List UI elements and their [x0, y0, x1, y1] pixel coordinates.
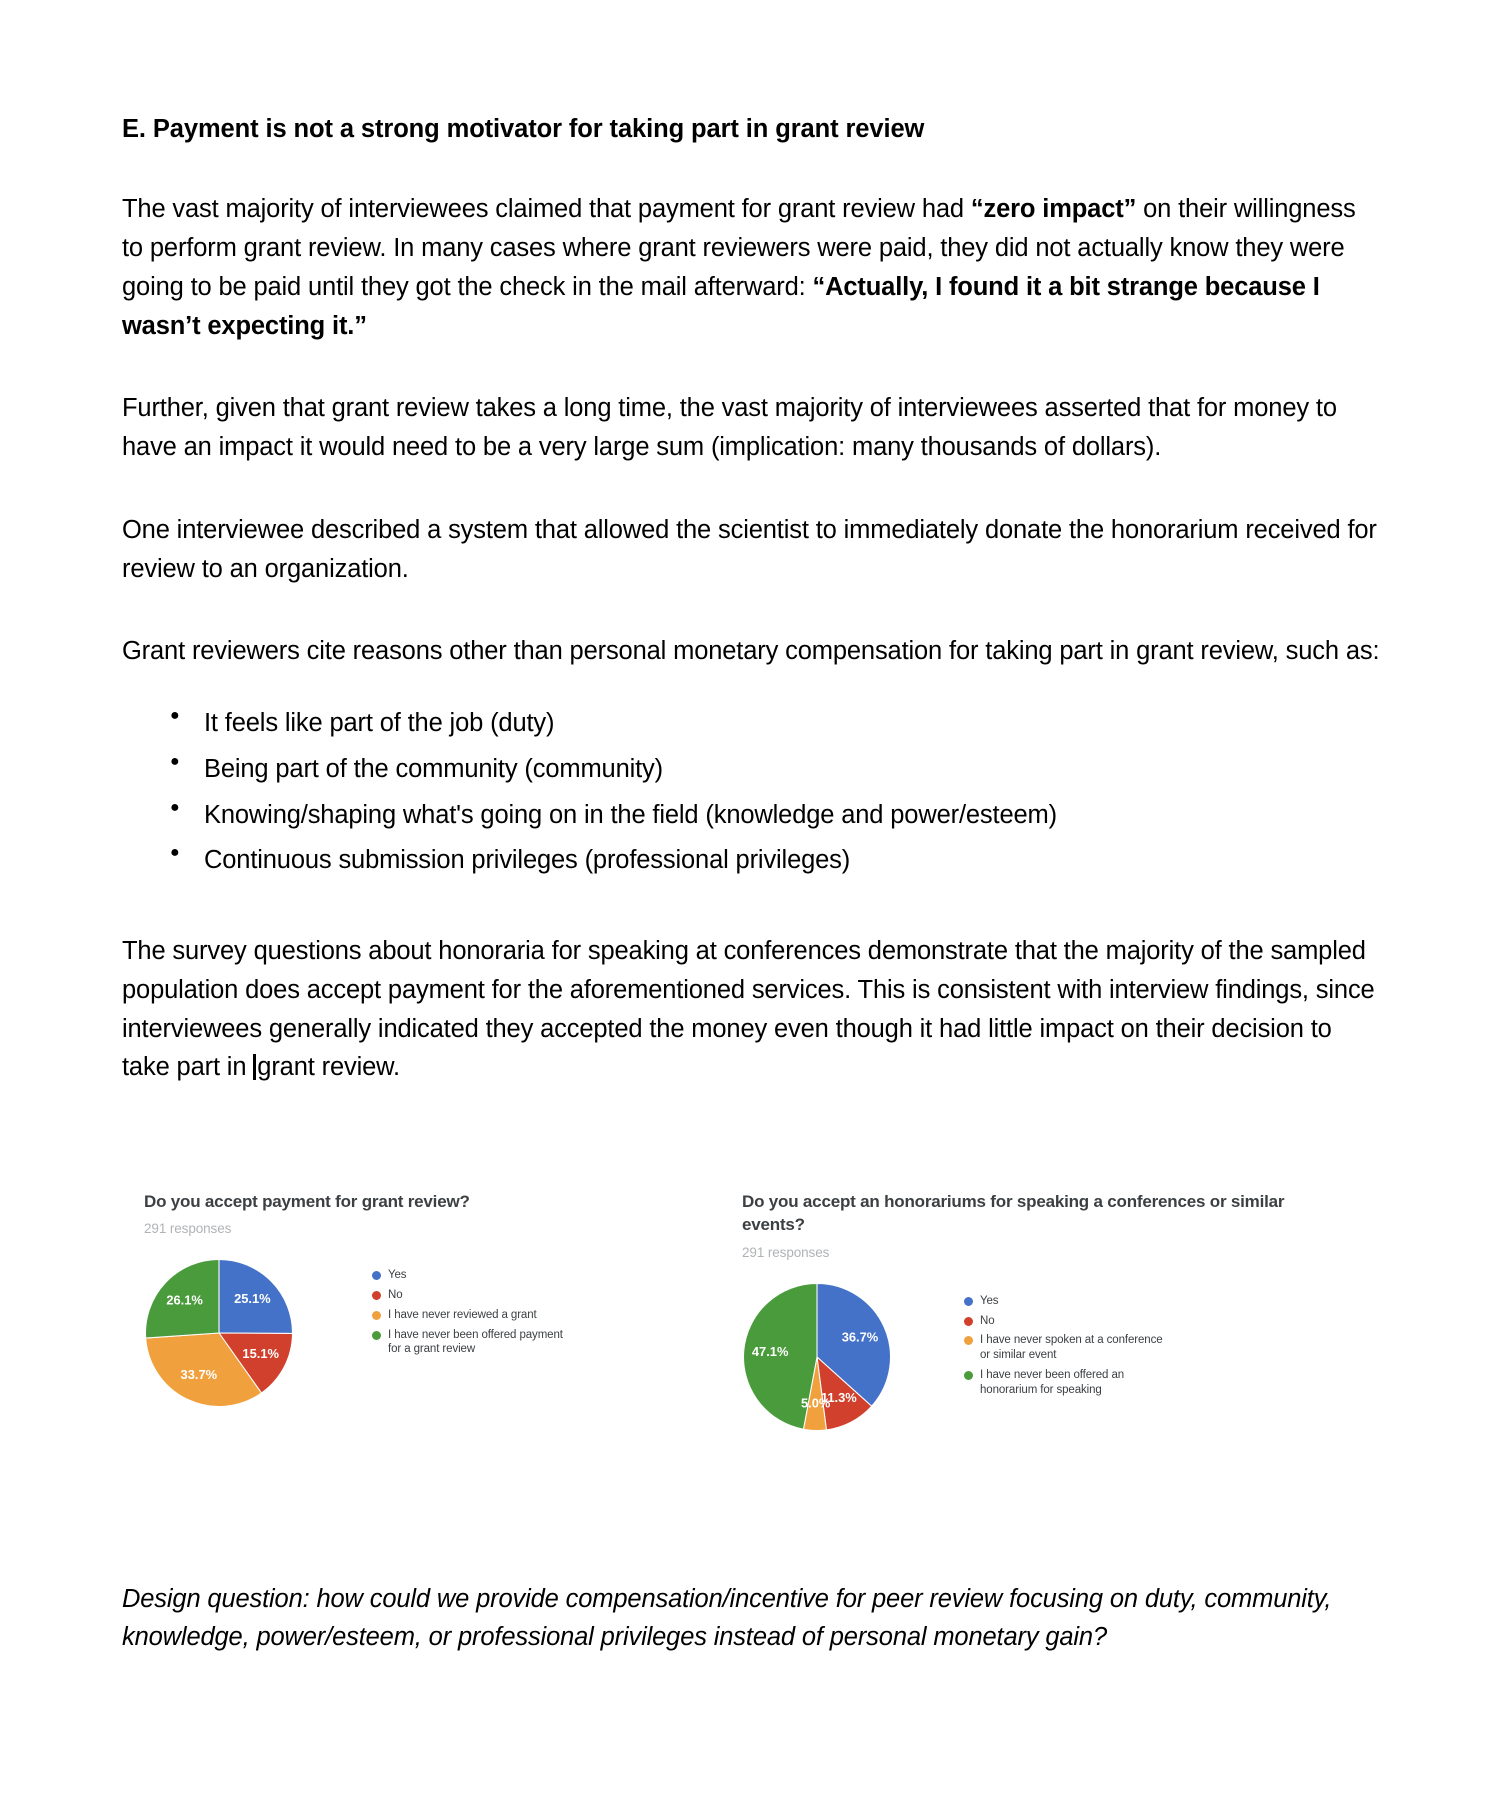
pie-svg-right [742, 1282, 892, 1432]
reasons-list [122, 671, 1380, 880]
list-item: ● Being part of the community (community) [122, 751, 1380, 789]
paragraph-5 [122, 888, 1380, 1087]
legend-item [964, 1333, 1352, 1362]
legend-color-swatch-orange-icon [964, 1336, 973, 1345]
paragraph-1-bold-zero-impact: “zero impact” [970, 195, 1137, 224]
chart-grant-review-payment [144, 1190, 744, 1408]
legend-color-swatch-green-icon [372, 1331, 381, 1340]
design-question-text: Design question: how could we provide compensation/incentive for peer review focusing on duty, community, knowledge, power/esteem, or professional privileges instead of personal monetary gain? [122, 1585, 1332, 1652]
pie-slices-left [146, 1260, 293, 1407]
list-item: ● Continuous submission privileges (professional privileges) [122, 842, 1380, 880]
paragraph-4: Grant reviewers cite reasons other than personal monetary compensation for taking part in grant review, such as: [122, 637, 1380, 666]
chart-body [742, 1282, 1352, 1432]
pie-chart-graphic [742, 1282, 892, 1432]
list-item: ● Knowing/shaping what's going on in the field (knowledge and power/esteem) [122, 797, 1380, 835]
legend-item [964, 1314, 1352, 1329]
legend-color-swatch-red-icon [372, 1291, 381, 1300]
paragraph-2: Further, given that grant review takes a long time, the vast majority of interviewees asserted that for money to have an impact it would need to be a very large sum (implication: many thousands of dollars). [122, 394, 1337, 462]
legend-color-swatch-blue-icon [372, 1271, 381, 1280]
legend-item [372, 1288, 744, 1303]
closing-note [122, 1580, 1380, 1657]
pie-slice-label: 11.3% [820, 1389, 857, 1405]
pie-svg-left [144, 1258, 294, 1408]
pie-slice-label: 33.7% [180, 1367, 218, 1383]
paragraph-3: One interviewee described a system that allowed the scientist to immediately donate the honorarium received for review to an organization. [122, 515, 1377, 583]
pie-slice-label: 47.1% [751, 1343, 789, 1359]
chart-response-count: 291 responses [742, 1244, 830, 1260]
paragraph-1-text-a: The vast majority of interviewees claimed that payment for grant review had [122, 195, 971, 224]
chart-title: Do you accept payment for grant review? [144, 1192, 470, 1211]
legend-label: I have never spoken at a conference or similar event [980, 1334, 1163, 1362]
pie-slice-label: 15.1% [242, 1346, 279, 1362]
legend-label: I have never been offered payment for a grant review [388, 1328, 563, 1356]
legend-item [964, 1368, 1352, 1397]
legend-label: Yes [980, 1294, 999, 1307]
pie-chart-graphic [144, 1258, 294, 1408]
list-item: ● It feels like part of the job (duty) [122, 705, 1380, 743]
legend-label: I have never reviewed a grant [388, 1308, 537, 1321]
chart-conference-honorarium [742, 1190, 1352, 1432]
legend-label: Yes [388, 1269, 407, 1282]
document-body [122, 0, 1380, 1087]
legend-color-swatch-green-icon [964, 1371, 973, 1380]
legend-color-swatch-red-icon [964, 1317, 973, 1326]
paragraph-5-text-a: The survey questions about honoraria for speaking at conferences demonstrate that the majority of the sampled population does accept payment for the aforementioned services. This is consistent with interview findings, since interviewees generally indicated they accepted the money even though it had little impact on their decision to take part in [122, 937, 1375, 1082]
legend-item [372, 1268, 744, 1283]
paragraph-5-text-b: grant review. [257, 1053, 400, 1082]
chart-response-count: 291 responses [144, 1221, 232, 1237]
legend-label: I have never been offered an honorarium for speaking [980, 1368, 1125, 1396]
legend-item [372, 1328, 744, 1357]
paragraph-1-text-b: on their willingness to perform grant review. In many cases where grant reviewers were paid, they did not actually know they were going to be paid until they got the check in the mail afterward: [122, 195, 1356, 301]
legend-label: No [980, 1314, 995, 1327]
chart-legend [964, 1282, 1352, 1402]
survey-charts [122, 1190, 1392, 1510]
paragraph-1 [122, 146, 1380, 345]
chart-body [144, 1258, 744, 1408]
pie-slice-label: 36.7% [841, 1329, 879, 1345]
legend-item [372, 1308, 744, 1323]
chart-legend [372, 1258, 744, 1362]
legend-color-swatch-orange-icon [372, 1311, 381, 1320]
page-title: E. Payment is not a strong motivator for taking part in grant review [122, 115, 925, 143]
pie-slice-label: 25.1% [234, 1291, 271, 1307]
legend-label: No [388, 1289, 403, 1302]
chart-title: Do you accept an honorariums for speaking a conferences or similar events? [742, 1192, 1285, 1235]
legend-item [964, 1294, 1352, 1309]
pie-slice-label: 5.0% [800, 1395, 831, 1411]
legend-color-swatch-blue-icon [964, 1297, 973, 1306]
text-caret [253, 1054, 256, 1080]
pie-slice-label: 26.1% [166, 1292, 203, 1308]
paragraph-1-bold-quote: “Actually, I found it a bit strange because I wasn’t expecting it.” [122, 272, 1320, 340]
